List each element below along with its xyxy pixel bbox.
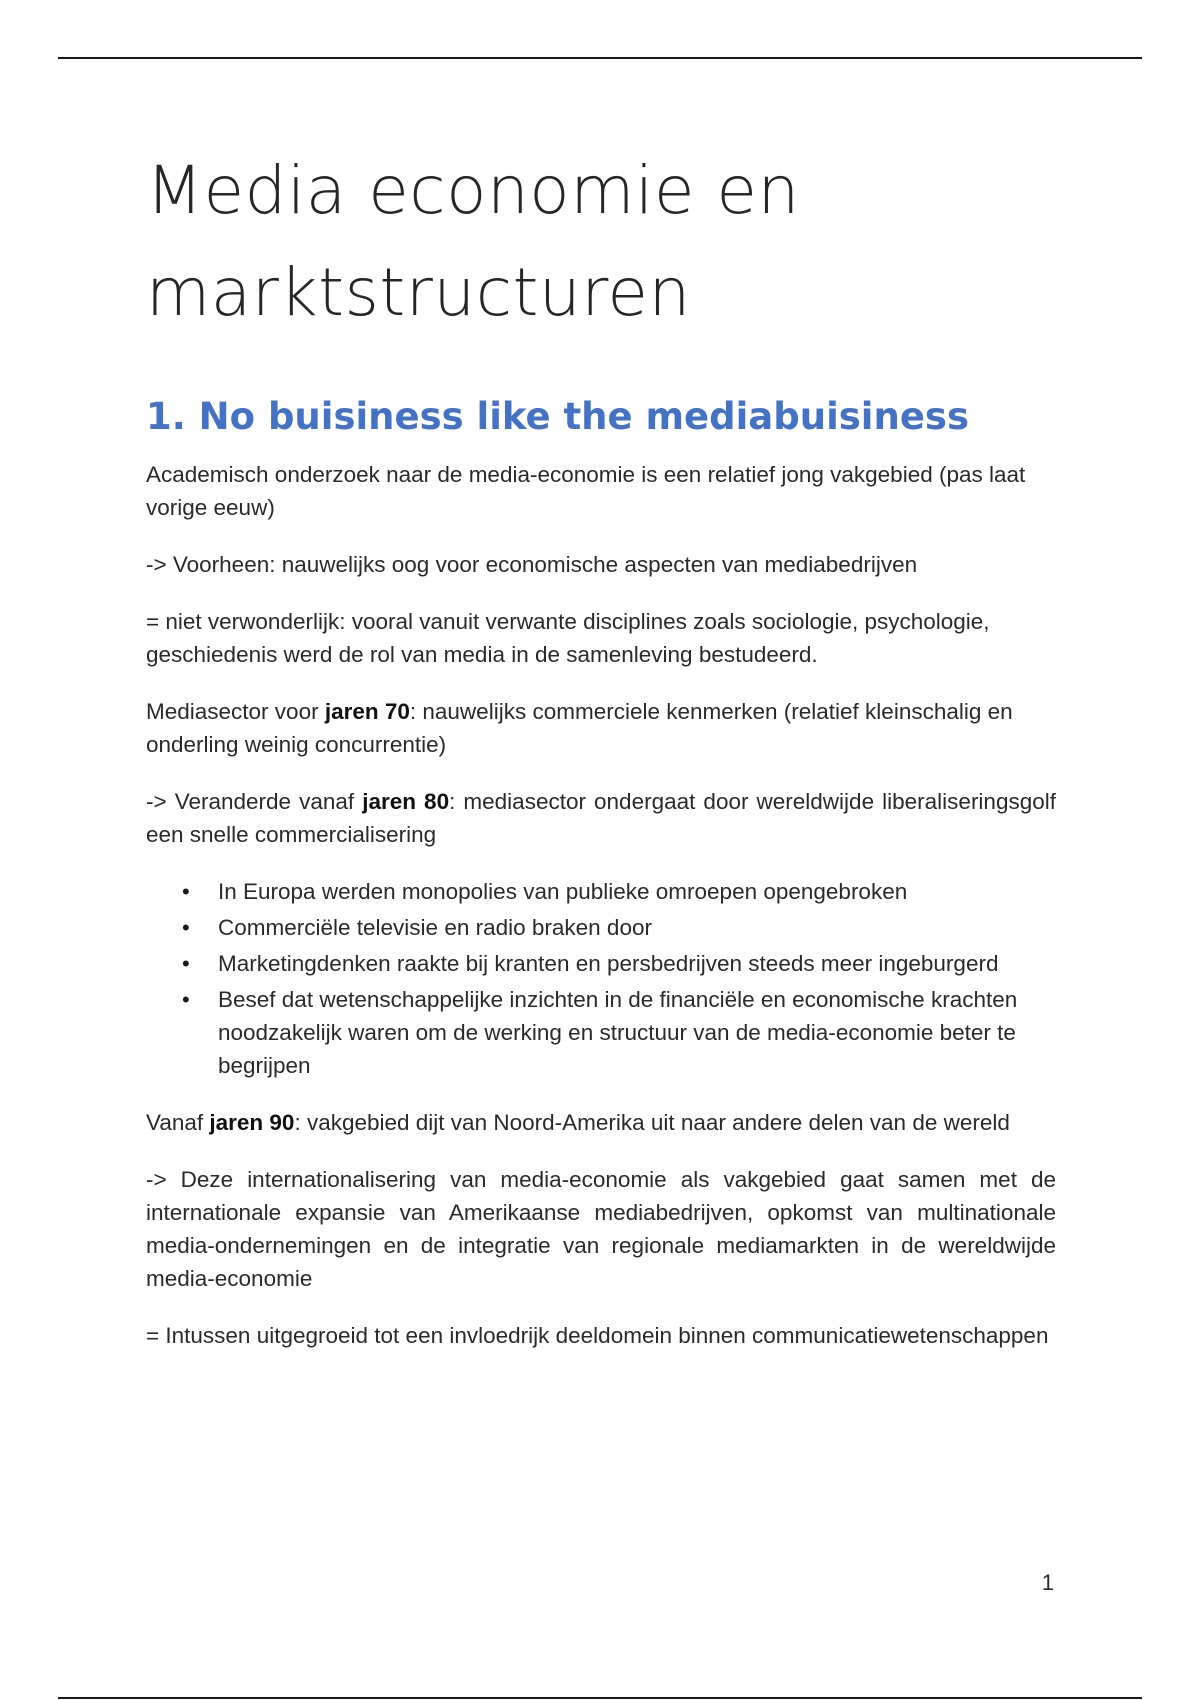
paragraph-eighties-bold: jaren 80	[362, 789, 450, 814]
list-item: • Marketingdenken raakte bij kranten en persbedrijven steeds meer ingeburgerd	[218, 947, 1056, 980]
list-item: • Commerciële televisie en radio braken door	[218, 911, 1056, 944]
paragraph-nineties-bold: jaren 90	[209, 1110, 295, 1135]
paragraph-nineties	[146, 1106, 1056, 1139]
paragraph-seventies-post: : nauwelijks commerciele kenmerken (relatief kleinschalig en onderling weinig concurrentie)	[146, 699, 1013, 757]
paragraph-eighties	[146, 785, 1056, 851]
list-item: • Besef dat wetenschappelijke inzichten in de financiële en economische krachten noodzakelijk waren om de werking en structuur van de media-economie beter te begrijpen	[218, 983, 1056, 1082]
section-heading: 1. No buisiness like the mediabuisiness	[146, 395, 969, 438]
list-item: • In Europa werden monopolies van publieke omroepen opengebroken	[218, 875, 1056, 908]
page-content	[146, 140, 1056, 1376]
paragraph-intro: Academisch onderzoek naar de media-economie is een relatief jong vakgebied (pas laat vorige eeuw)	[146, 462, 1026, 520]
paragraph-not-surprising: = niet verwonderlijk: vooral vanuit verwante disciplines zoals sociologie, psychologie, geschiedenis werd de rol van media in de samenleving bestudeerd.	[146, 609, 990, 667]
paragraph-grown: = Intussen uitgegroeid tot een invloedrijk deeldomein binnen communicatiewetenschappen	[146, 1323, 1049, 1348]
paragraph-eighties-pre: -> Veranderde vanaf	[146, 789, 363, 814]
paragraph-nineties-pre: Vanaf	[146, 1110, 210, 1135]
paragraph-internationalisation: -> Deze internationalisering van media-economie als vakgebied gaat samen met de internationale expansie van Amerikaanse mediabedrijven, opkomst van multinationale media-ondernemingen en de integratie van regionale mediamarkten in de wereldwijde media-economie	[146, 1167, 1056, 1291]
document-title-line-2: marktstructuren	[146, 254, 691, 331]
page-number: 1	[1041, 1570, 1054, 1595]
bottom-rule	[58, 1697, 1142, 1699]
paragraph-previously: -> Voorheen: nauwelijks oog voor economische aspecten van mediabedrijven	[146, 552, 918, 577]
bullet-list	[146, 875, 1056, 1082]
paragraph-seventies-pre: Mediasector voor	[146, 699, 325, 724]
paragraph-eighties-post: : mediasector ondergaat door wereldwijde liberaliseringsgolf een snelle commercialisering	[146, 789, 1056, 847]
paragraph-seventies-bold: jaren 70	[324, 699, 410, 724]
document-title-line-1: Media economie en	[146, 152, 800, 229]
document-title	[146, 140, 1056, 344]
top-rule	[58, 57, 1142, 59]
paragraph-nineties-post: : vakgebied dijt van Noord-Amerika uit naar andere delen van de wereld	[294, 1110, 1010, 1135]
paragraph-seventies	[146, 695, 1056, 761]
